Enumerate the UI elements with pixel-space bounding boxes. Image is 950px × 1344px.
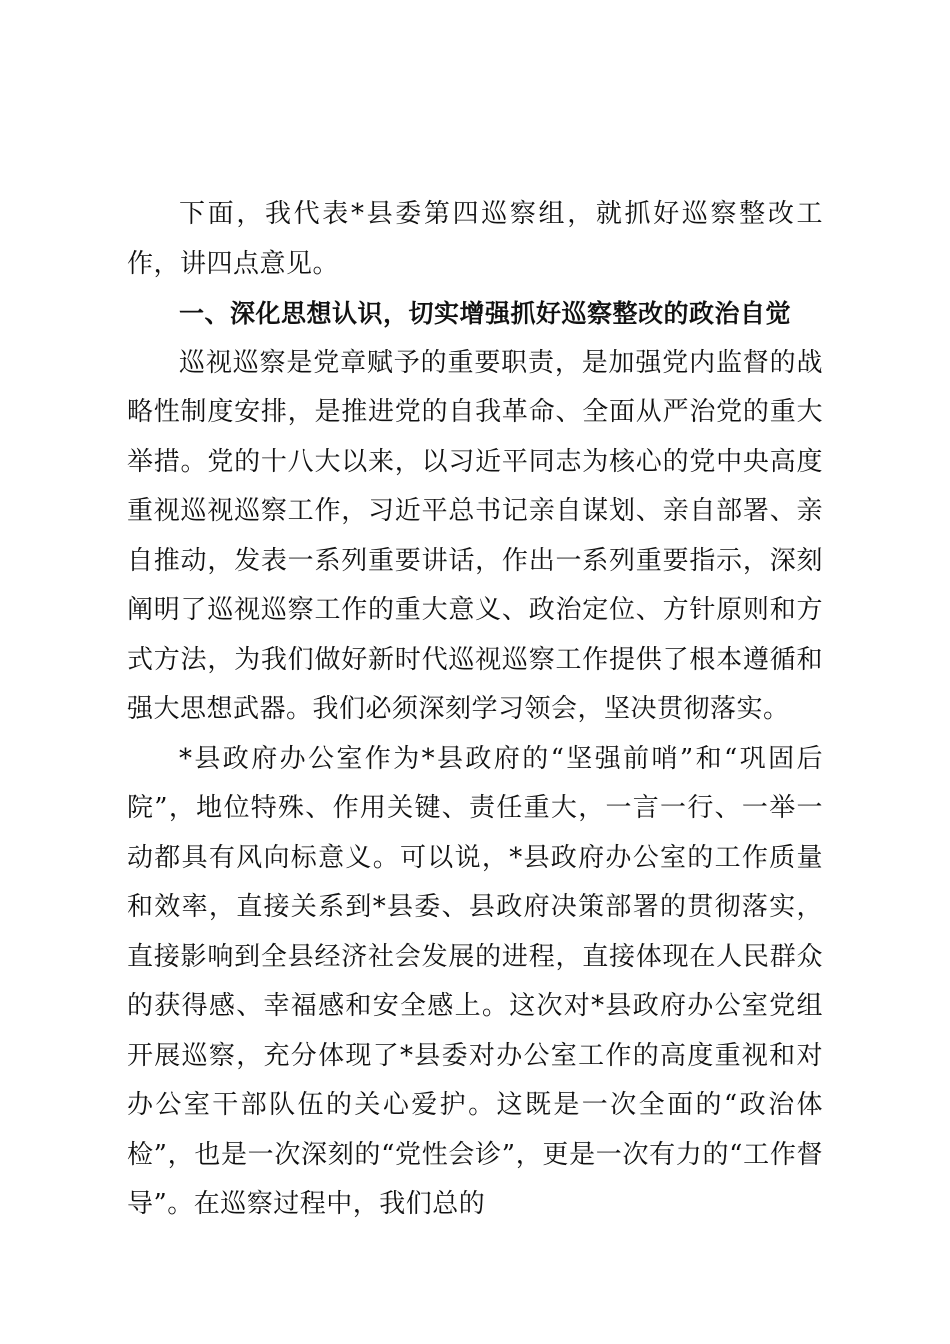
- paragraph-inspection-importance: 巡视巡察是党章赋予的重要职责，是加强党内监督的战略性制度安排，是推进党的自我革命、全面从严治党的重大举措。党的十八大以来，以习近平同志为核心的党中央高度重视巡视巡察工作，习近平总书记亲自谋划、亲自部署、亲自推动，发表一系列重要讲话，作出一系列重要指示，深刻阐明了巡视巡察工作的重大意义、政治定位、方针原则和方式方法，为我们做好新时代巡视巡察工作提供了根本遵循和强大思想武器。我们必须深刻学习领会，坚决贯彻落实。: [127, 347, 823, 724]
- section-heading-1: 一、深化思想认识，切实增强抓好巡察整改的政治自觉: [179, 299, 792, 328]
- paragraph-intro: 下面，我代表*县委第四巡察组，就抓好巡察整改工作，讲四点意见。: [127, 199, 823, 279]
- document-body: [127, 190, 823, 1230]
- paragraph-office-role: *县政府办公室作为*县政府的“坚强前哨”和“巩固后院”，地位特殊、作用关键、责任重大，一言一行、一举一动都具有风向标意义。可以说，*县政府办公室的工作质量和效率，直接关系到*县委、县政府决策部署的贯彻落实，直接影响到全县经济社会发展的进程，直接体现在人民群众的获得感、幸福感和安全感上。这次对*县政府办公室党组开展巡察，充分体现了*县委对办公室工作的高度重视和对办公室干部队伍的关心爱护。这既是一次全面的“政治体检”，也是一次深刻的“党性会诊”，更是一次有力的“工作督导”。在巡察过程中，我们总的: [127, 743, 823, 1219]
